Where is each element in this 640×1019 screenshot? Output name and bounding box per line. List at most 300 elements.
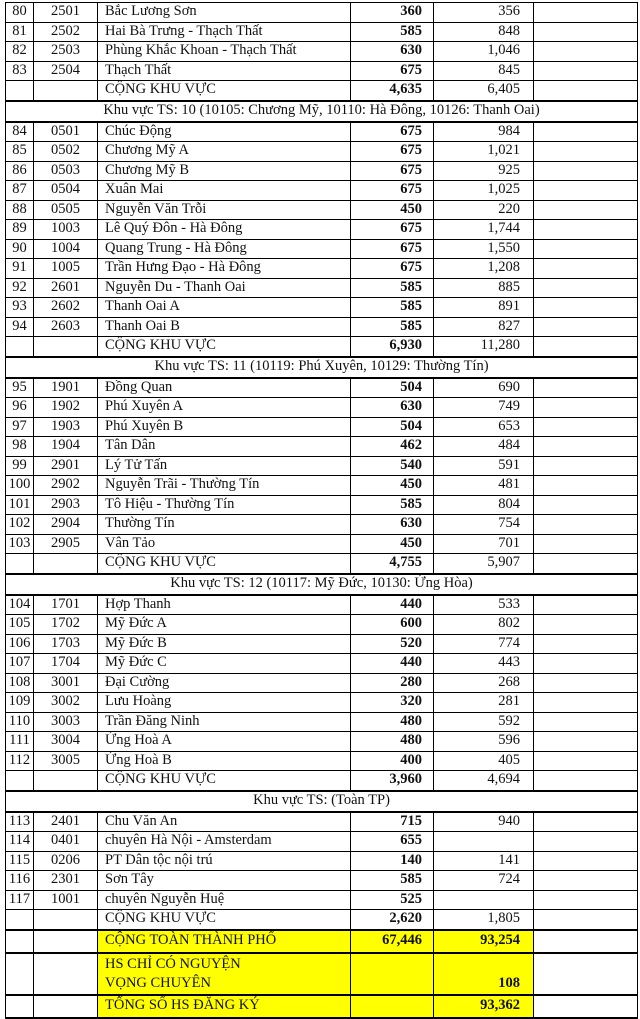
- school-row: [6, 751, 638, 771]
- code-cell: [34, 771, 98, 791]
- blank-cell: [534, 200, 638, 220]
- school-row: [6, 456, 638, 476]
- registered-cell: 5,907: [434, 554, 534, 574]
- school-name-cell: CỘNG KHU VỰC: [98, 337, 351, 357]
- code-cell: [34, 81, 98, 101]
- code-cell: 2902: [34, 476, 98, 496]
- stt-cell: 93: [6, 298, 34, 318]
- registered-cell: 141: [434, 851, 534, 871]
- code-cell: [34, 953, 98, 995]
- quota-cell: 585: [351, 317, 434, 337]
- school-row: [6, 437, 638, 457]
- blank-cell: [534, 437, 638, 457]
- stt-cell: 91: [6, 259, 34, 279]
- region-header-label: Khu vực TS: 12 (10117: Mỹ Đức, 10130: Ứng Hòa): [6, 574, 638, 595]
- quota-cell: 675: [351, 142, 434, 162]
- blank-cell: [534, 317, 638, 337]
- region-subtotal-row: [6, 910, 638, 930]
- quota-cell: 600: [351, 615, 434, 635]
- registered-cell: 6,405: [434, 81, 534, 101]
- code-cell: 2901: [34, 456, 98, 476]
- school-row: [6, 890, 638, 910]
- school-row: [6, 851, 638, 871]
- stt-cell: 116: [6, 871, 34, 891]
- school-name-cell: Chúc Động: [98, 122, 351, 142]
- school-row: [6, 693, 638, 713]
- blank-cell: [534, 398, 638, 418]
- stt-cell: 81: [6, 22, 34, 42]
- registered-cell: 653: [434, 417, 534, 437]
- school-name-cell: Phùng Khắc Khoan - Thạch Thất: [98, 42, 351, 62]
- admission-quota-table: [5, 2, 638, 1019]
- stt-cell: 90: [6, 239, 34, 259]
- blank-cell: [534, 81, 638, 101]
- quota-cell: 630: [351, 515, 434, 535]
- school-name-cell: CỘNG KHU VỰC: [98, 771, 351, 791]
- registered-cell: 701: [434, 534, 534, 554]
- school-name-cell: Lý Tử Tấn: [98, 456, 351, 476]
- admission-table-body: [6, 3, 638, 1018]
- blank-cell: [534, 278, 638, 298]
- registered-cell: 4,694: [434, 771, 534, 791]
- registered-cell: 533: [434, 595, 534, 615]
- school-name-cell: Mỹ Đức A: [98, 615, 351, 635]
- quota-cell: 360: [351, 3, 434, 23]
- blank-cell: [534, 337, 638, 357]
- blank-cell: [534, 42, 638, 62]
- code-cell: 1704: [34, 654, 98, 674]
- registered-cell: 1,208: [434, 259, 534, 279]
- quota-cell: 3,960: [351, 771, 434, 791]
- school-row: [6, 812, 638, 832]
- registered-cell: 591: [434, 456, 534, 476]
- school-name-cell: CỘNG TOÀN THÀNH PHỐ: [98, 930, 351, 953]
- city-total-row: [6, 953, 638, 995]
- code-cell: 2504: [34, 61, 98, 81]
- city-total-row: [6, 995, 638, 1018]
- quota-cell: 67,446: [351, 930, 434, 953]
- code-cell: 2602: [34, 298, 98, 318]
- registered-cell: 356: [434, 3, 534, 23]
- code-cell: [34, 930, 98, 953]
- school-row: [6, 495, 638, 515]
- code-cell: 3001: [34, 673, 98, 693]
- blank-cell: [534, 495, 638, 515]
- stt-cell: [6, 910, 34, 930]
- registered-cell: 802: [434, 615, 534, 635]
- stt-cell: 115: [6, 851, 34, 871]
- stt-cell: 96: [6, 398, 34, 418]
- school-row: [6, 534, 638, 554]
- school-name-cell: chuyên Nguyễn Huệ: [98, 890, 351, 910]
- quota-cell: 630: [351, 42, 434, 62]
- quota-cell: 140: [351, 851, 434, 871]
- quota-cell: 480: [351, 732, 434, 752]
- school-row: [6, 476, 638, 496]
- code-cell: 2905: [34, 534, 98, 554]
- school-name-cell: Vân Tảo: [98, 534, 351, 554]
- stt-cell: 94: [6, 317, 34, 337]
- blank-cell: [534, 832, 638, 852]
- code-cell: 2301: [34, 871, 98, 891]
- code-cell: 3005: [34, 751, 98, 771]
- quota-cell: 440: [351, 654, 434, 674]
- blank-cell: [534, 751, 638, 771]
- code-cell: 0501: [34, 122, 98, 142]
- registered-cell: 749: [434, 398, 534, 418]
- code-cell: 2903: [34, 495, 98, 515]
- blank-cell: [534, 890, 638, 910]
- registered-cell: 891: [434, 298, 534, 318]
- quota-cell: 675: [351, 181, 434, 201]
- region-subtotal-row: [6, 771, 638, 791]
- school-name-cell: Nguyễn Du - Thanh Oai: [98, 278, 351, 298]
- school-name-cell: CỘNG KHU VỰC: [98, 81, 351, 101]
- registered-cell: 268: [434, 673, 534, 693]
- stt-cell: 92: [6, 278, 34, 298]
- school-name-cell: TỔNG SỐ HS ĐĂNG KÝ: [98, 995, 351, 1018]
- school-row: [6, 654, 638, 674]
- quota-cell: 280: [351, 673, 434, 693]
- school-name-cell: Đồng Quan: [98, 378, 351, 398]
- stt-cell: 101: [6, 495, 34, 515]
- stt-cell: 87: [6, 181, 34, 201]
- region-header-row: [6, 101, 638, 122]
- school-name-cell: Trần Đăng Ninh: [98, 712, 351, 732]
- code-cell: 1001: [34, 890, 98, 910]
- stt-cell: [6, 995, 34, 1018]
- stt-cell: [6, 771, 34, 791]
- school-row: [6, 161, 638, 181]
- school-row: [6, 259, 638, 279]
- blank-cell: [534, 953, 638, 995]
- blank-cell: [534, 239, 638, 259]
- region-header-row: [6, 574, 638, 595]
- quota-cell: 6,930: [351, 337, 434, 357]
- school-name-cell: Trần Hưng Đạo - Hà Đông: [98, 259, 351, 279]
- code-cell: 0504: [34, 181, 98, 201]
- blank-cell: [534, 122, 638, 142]
- school-name-cell: Thanh Oai A: [98, 298, 351, 318]
- blank-cell: [534, 378, 638, 398]
- region-subtotal-row: [6, 81, 638, 101]
- quota-cell: 585: [351, 298, 434, 318]
- code-cell: 0206: [34, 851, 98, 871]
- stt-cell: 98: [6, 437, 34, 457]
- code-cell: 2904: [34, 515, 98, 535]
- school-name-cell: CỘNG KHU VỰC: [98, 554, 351, 574]
- code-cell: 1005: [34, 259, 98, 279]
- school-row: [6, 181, 638, 201]
- code-cell: 0505: [34, 200, 98, 220]
- school-name-cell: Hợp Thanh: [98, 595, 351, 615]
- region-header-row: [6, 357, 638, 378]
- registered-cell: 481: [434, 476, 534, 496]
- registered-cell: 774: [434, 634, 534, 654]
- school-name-cell: Phú Xuyên B: [98, 417, 351, 437]
- stt-cell: 111: [6, 732, 34, 752]
- blank-cell: [534, 181, 638, 201]
- stt-cell: 114: [6, 832, 34, 852]
- blank-cell: [534, 534, 638, 554]
- blank-cell: [534, 142, 638, 162]
- blank-cell: [534, 456, 638, 476]
- school-name-cell: PT Dân tộc nội trú: [98, 851, 351, 871]
- school-row: [6, 832, 638, 852]
- blank-cell: [534, 615, 638, 635]
- school-name-cell: Mỹ Đức B: [98, 634, 351, 654]
- registered-cell: 484: [434, 437, 534, 457]
- code-cell: 2502: [34, 22, 98, 42]
- quota-cell: 504: [351, 378, 434, 398]
- stt-cell: 89: [6, 220, 34, 240]
- quota-cell: 630: [351, 398, 434, 418]
- school-name-cell: Hai Bà Trưng - Thạch Thất: [98, 22, 351, 42]
- blank-cell: [534, 771, 638, 791]
- city-total-row: [6, 930, 638, 953]
- blank-cell: [534, 673, 638, 693]
- quota-cell: 440: [351, 595, 434, 615]
- quota-cell: 2,620: [351, 910, 434, 930]
- stt-cell: 97: [6, 417, 34, 437]
- stt-cell: 95: [6, 378, 34, 398]
- school-name-cell: Tân Dân: [98, 437, 351, 457]
- school-row: [6, 298, 638, 318]
- code-cell: 2603: [34, 317, 98, 337]
- registered-cell: 1,046: [434, 42, 534, 62]
- school-row: [6, 871, 638, 891]
- code-cell: 3003: [34, 712, 98, 732]
- blank-cell: [534, 851, 638, 871]
- stt-cell: [6, 930, 34, 953]
- school-row: [6, 3, 638, 23]
- quota-cell: 655: [351, 832, 434, 852]
- school-name-cell: Bắc Lương Sơn: [98, 3, 351, 23]
- registered-cell: 93,362: [434, 995, 534, 1018]
- quota-cell: 480: [351, 712, 434, 732]
- quota-cell: 450: [351, 200, 434, 220]
- school-name-cell: Phú Xuyên A: [98, 398, 351, 418]
- school-row: [6, 317, 638, 337]
- region-subtotal-row: [6, 337, 638, 357]
- stt-cell: [6, 554, 34, 574]
- quota-cell: 585: [351, 871, 434, 891]
- quota-cell: 585: [351, 495, 434, 515]
- registered-cell: 925: [434, 161, 534, 181]
- quota-cell: 675: [351, 61, 434, 81]
- code-cell: 1004: [34, 239, 98, 259]
- quota-cell: 504: [351, 417, 434, 437]
- quota-cell: 675: [351, 220, 434, 240]
- registered-cell: 108: [434, 953, 534, 995]
- registered-cell: 1,025: [434, 181, 534, 201]
- blank-cell: [534, 712, 638, 732]
- code-cell: 1904: [34, 437, 98, 457]
- code-cell: 1902: [34, 398, 98, 418]
- registered-cell: 1,021: [434, 142, 534, 162]
- quota-cell: 450: [351, 476, 434, 496]
- blank-cell: [534, 930, 638, 953]
- blank-cell: [534, 476, 638, 496]
- stt-cell: 117: [6, 890, 34, 910]
- registered-cell: 281: [434, 693, 534, 713]
- blank-cell: [534, 595, 638, 615]
- code-cell: 2503: [34, 42, 98, 62]
- quota-cell: 520: [351, 634, 434, 654]
- code-cell: 1701: [34, 595, 98, 615]
- registered-cell: 93,254: [434, 930, 534, 953]
- school-row: [6, 200, 638, 220]
- code-cell: 2401: [34, 812, 98, 832]
- school-row: [6, 42, 638, 62]
- stt-cell: 107: [6, 654, 34, 674]
- registered-cell: 596: [434, 732, 534, 752]
- blank-cell: [534, 259, 638, 279]
- school-name-cell: Tô Hiệu - Thường Tín: [98, 495, 351, 515]
- stt-cell: 104: [6, 595, 34, 615]
- registered-cell: 940: [434, 812, 534, 832]
- school-name-cell: Xuân Mai: [98, 181, 351, 201]
- registered-cell: 848: [434, 22, 534, 42]
- registered-cell: 405: [434, 751, 534, 771]
- registered-cell: 724: [434, 871, 534, 891]
- stt-cell: [6, 81, 34, 101]
- stt-cell: 86: [6, 161, 34, 181]
- quota-cell: 525: [351, 890, 434, 910]
- stt-cell: 88: [6, 200, 34, 220]
- registered-cell: 690: [434, 378, 534, 398]
- school-row: [6, 398, 638, 418]
- registered-cell: 804: [434, 495, 534, 515]
- school-row: [6, 122, 638, 142]
- stt-cell: 110: [6, 712, 34, 732]
- stt-cell: 109: [6, 693, 34, 713]
- school-name-cell: Thường Tín: [98, 515, 351, 535]
- blank-cell: [534, 298, 638, 318]
- blank-cell: [534, 515, 638, 535]
- registered-cell: 1,744: [434, 220, 534, 240]
- stt-cell: 84: [6, 122, 34, 142]
- school-name-cell: CỘNG KHU VỰC: [98, 910, 351, 930]
- registered-cell: 885: [434, 278, 534, 298]
- school-name-cell: Quang Trung - Hà Đông: [98, 239, 351, 259]
- stt-cell: 80: [6, 3, 34, 23]
- quota-cell: 4,635: [351, 81, 434, 101]
- quota-cell: 400: [351, 751, 434, 771]
- school-row: [6, 22, 638, 42]
- region-header-label: Khu vực TS: 11 (10119: Phú Xuyên, 10129: Thường Tín): [6, 357, 638, 378]
- blank-cell: [534, 995, 638, 1018]
- code-cell: 3004: [34, 732, 98, 752]
- quota-cell: [351, 995, 434, 1018]
- code-cell: 0502: [34, 142, 98, 162]
- school-row: [6, 732, 638, 752]
- quota-cell: 4,755: [351, 554, 434, 574]
- school-row: [6, 61, 638, 81]
- code-cell: [34, 554, 98, 574]
- blank-cell: [534, 220, 638, 240]
- school-name-cell: Mỹ Đức C: [98, 654, 351, 674]
- school-name-cell: chuyên Hà Nội - Amsterdam: [98, 832, 351, 852]
- registered-cell: 845: [434, 61, 534, 81]
- blank-cell: [534, 910, 638, 930]
- registered-cell: [434, 832, 534, 852]
- code-cell: 3002: [34, 693, 98, 713]
- blank-cell: [534, 61, 638, 81]
- stt-cell: [6, 337, 34, 357]
- school-row: [6, 417, 638, 437]
- school-name-cell: Thạch Thất: [98, 61, 351, 81]
- blank-cell: [534, 3, 638, 23]
- registered-cell: 220: [434, 200, 534, 220]
- stt-cell: 103: [6, 534, 34, 554]
- quota-cell: [351, 953, 434, 995]
- blank-cell: [534, 654, 638, 674]
- school-row: [6, 673, 638, 693]
- stt-cell: 99: [6, 456, 34, 476]
- registered-cell: 1,550: [434, 239, 534, 259]
- stt-cell: 106: [6, 634, 34, 654]
- quota-cell: 675: [351, 122, 434, 142]
- blank-cell: [534, 161, 638, 181]
- stt-cell: 108: [6, 673, 34, 693]
- code-cell: 1702: [34, 615, 98, 635]
- region-header-label: Khu vực TS: 10 (10105: Chương Mỹ, 10110: Hà Đông, 10126: Thanh Oai): [6, 101, 638, 122]
- school-name-cell: Chương Mỹ A: [98, 142, 351, 162]
- code-cell: 0503: [34, 161, 98, 181]
- quota-cell: 462: [351, 437, 434, 457]
- stt-cell: 113: [6, 812, 34, 832]
- registered-cell: [434, 890, 534, 910]
- stt-cell: 85: [6, 142, 34, 162]
- code-cell: [34, 910, 98, 930]
- code-cell: 1003: [34, 220, 98, 240]
- quota-cell: 675: [351, 239, 434, 259]
- blank-cell: [534, 554, 638, 574]
- quota-cell: 675: [351, 259, 434, 279]
- stt-cell: 82: [6, 42, 34, 62]
- stt-cell: 102: [6, 515, 34, 535]
- school-name-cell: Thanh Oai B: [98, 317, 351, 337]
- code-cell: 1901: [34, 378, 98, 398]
- school-name-cell: Lưu Hoàng: [98, 693, 351, 713]
- code-cell: 0401: [34, 832, 98, 852]
- blank-cell: [534, 871, 638, 891]
- school-row: [6, 634, 638, 654]
- blank-cell: [534, 417, 638, 437]
- school-row: [6, 615, 638, 635]
- school-name-cell: Chương Mỹ B: [98, 161, 351, 181]
- school-row: [6, 378, 638, 398]
- school-row: [6, 239, 638, 259]
- code-cell: 2501: [34, 3, 98, 23]
- quota-cell: 585: [351, 22, 434, 42]
- school-row: [6, 515, 638, 535]
- school-name-cell: Đại Cường: [98, 673, 351, 693]
- stt-cell: 100: [6, 476, 34, 496]
- school-row: [6, 142, 638, 162]
- school-row: [6, 712, 638, 732]
- stt-cell: 83: [6, 61, 34, 81]
- blank-cell: [534, 634, 638, 654]
- quota-cell: 585: [351, 278, 434, 298]
- school-name-cell: Lê Quý Đôn - Hà Đông: [98, 220, 351, 240]
- school-name-cell: Nguyễn Trãi - Thường Tín: [98, 476, 351, 496]
- region-header-label: Khu vực TS: (Toàn TP): [6, 791, 638, 812]
- school-row: [6, 220, 638, 240]
- stt-cell: 105: [6, 615, 34, 635]
- quota-cell: 450: [351, 534, 434, 554]
